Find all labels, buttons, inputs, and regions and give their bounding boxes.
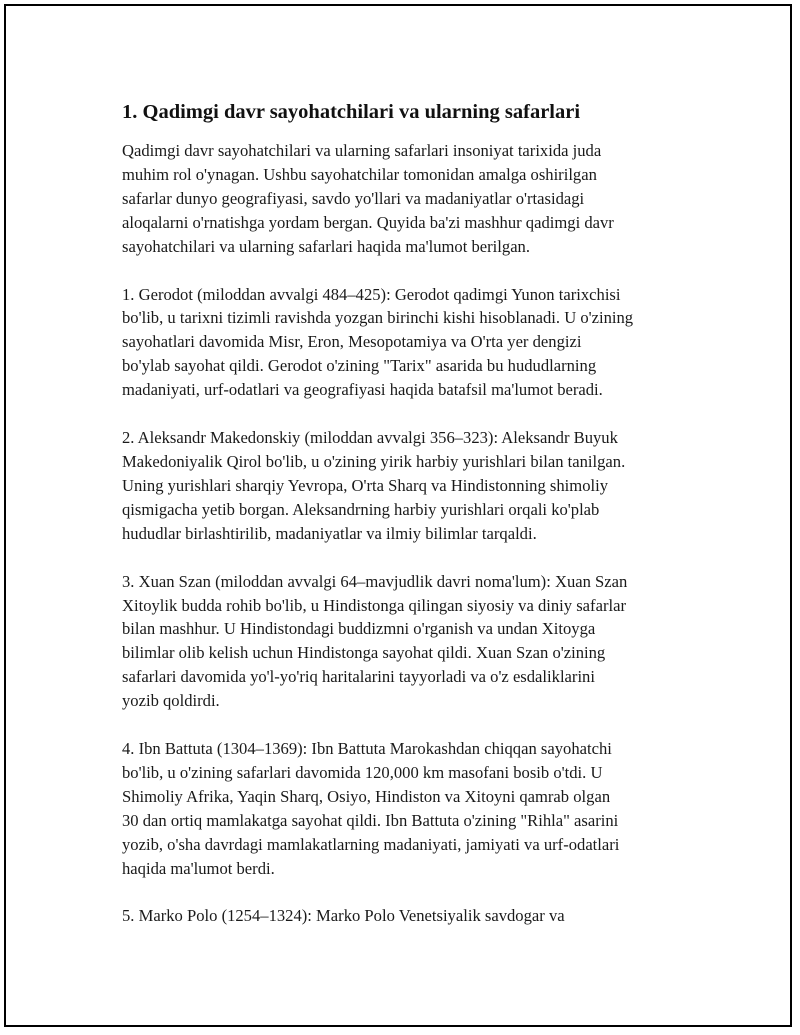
paragraph-xuan-szan	[122, 570, 702, 713]
text-line: safarlari davomida yo'l-yo'riq haritalarini tayyorladi va o'z esdaliklarini	[122, 667, 595, 687]
text-line: sayohatchilari va ularning safarlari haqida ma'lumot berilgan.	[122, 236, 531, 256]
paragraph-gerodot	[122, 283, 702, 403]
text-line: 30 dan ortiq mamlakatga sayohat qildi. Ibn Battuta o'zining "Rihla" asarini	[122, 810, 619, 830]
text-line: 2. Aleksandr Makedonskiy (miloddan avvalgi 356–323): Aleksandr Buyuk	[122, 428, 618, 448]
text-line: madaniyati, urf-odatlari va geografiyasi haqida batafsil ma'lumot beradi.	[122, 380, 603, 400]
text-line: Qadimgi davr sayohatchilari va ularning safarlari insoniyat tarixida juda	[122, 141, 602, 160]
text-line: yozib qoldirdi.	[122, 691, 220, 711]
text-line: Shimoliy Afrika, Yaqin Sharq, Osiyo, Hindiston va Xitoyni qamrab olgan	[122, 786, 611, 806]
text-line: Uning yurishlari sharqiy Yevropa, O'rta Sharq va Hindistonning shimoliy	[122, 475, 609, 495]
document-body	[122, 98, 702, 952]
text-line: aloqalarni o'rnatishga yordam bergan. Quyida ba'zi mashhur qadimgi davr	[122, 212, 614, 232]
page-frame	[4, 4, 792, 1027]
text-line: bo'lib, u tarixni tizimli ravishda yozgan birinchi kishi hisoblanadi. U o'zining	[122, 308, 634, 328]
text-line: 5. Marko Polo (1254–1324): Marko Polo Venetsiyalik savdogar va	[122, 906, 565, 926]
text-line: bilimlar olib kelish uchun Hindistonga sayohat qildi. Xuan Szan o'zining	[122, 643, 606, 663]
paragraph-aleksandr	[122, 426, 702, 546]
text-line: Xitoylik budda rohib bo'lib, u Hindistonga qilingan siyosiy va diniy safarlar	[122, 595, 626, 615]
text-line: 4. Ibn Battuta (1304–1369): Ibn Battuta Marokashdan chiqqan sayohatchi	[122, 739, 612, 759]
text-line: safarlar dunyo geografiyasi, savdo yo'llari va madaniyatlar o'rtasidagi	[122, 188, 585, 208]
text-line: qismigacha yetib borgan. Aleksandrning harbiy yurishlari orqali ko'plab	[122, 499, 600, 519]
intro-paragraph	[122, 139, 702, 259]
text-line: sayohatlari davomida Misr, Eron, Mesopotamiya va O'rta yer dengizi	[122, 332, 582, 352]
text-line: bilan mashhur. U Hindistondagi buddizmni o'rganish va undan Xitoyga	[122, 619, 596, 639]
paragraph-ibn-battuta	[122, 737, 702, 880]
text-line: bo'ylab sayohat qildi. Gerodot o'zining "Tarix" asarida bu hududlarning	[122, 356, 597, 376]
paragraph-marko-polo	[122, 904, 702, 928]
text-line: muhim rol o'ynagan. Ushbu sayohatchilar tomonidan amalga oshirilgan	[122, 164, 597, 184]
section-heading: 1. Qadimgi davr sayohatchilari va ularning safarlari	[122, 101, 581, 123]
text-line: yozib, o'sha davrdagi mamlakatlarning madaniyati, jamiyati va urf-odatlari	[122, 834, 620, 854]
text-line: 3. Xuan Szan (miloddan avvalgi 64–mavjudlik davri noma'lum): Xuan Szan	[122, 571, 628, 591]
text-line: bo'lib, u o'zining safarlari davomida 120,000 km masofani bosib o'tdi. U	[122, 762, 603, 782]
text-line: 1. Gerodot (miloddan avvalgi 484–425): Gerodot qadimgi Yunon tarixchisi	[122, 284, 621, 304]
text-line: haqida ma'lumot berdi.	[122, 858, 275, 878]
text-line: hududlar birlashtirilib, madaniyatlar va ilmiy bilimlar tarqaldi.	[122, 523, 537, 543]
text-line: Makedoniyalik Qirol bo'lib, u o'zining yirik harbiy yurishlari bilan tanilgan.	[122, 451, 626, 471]
